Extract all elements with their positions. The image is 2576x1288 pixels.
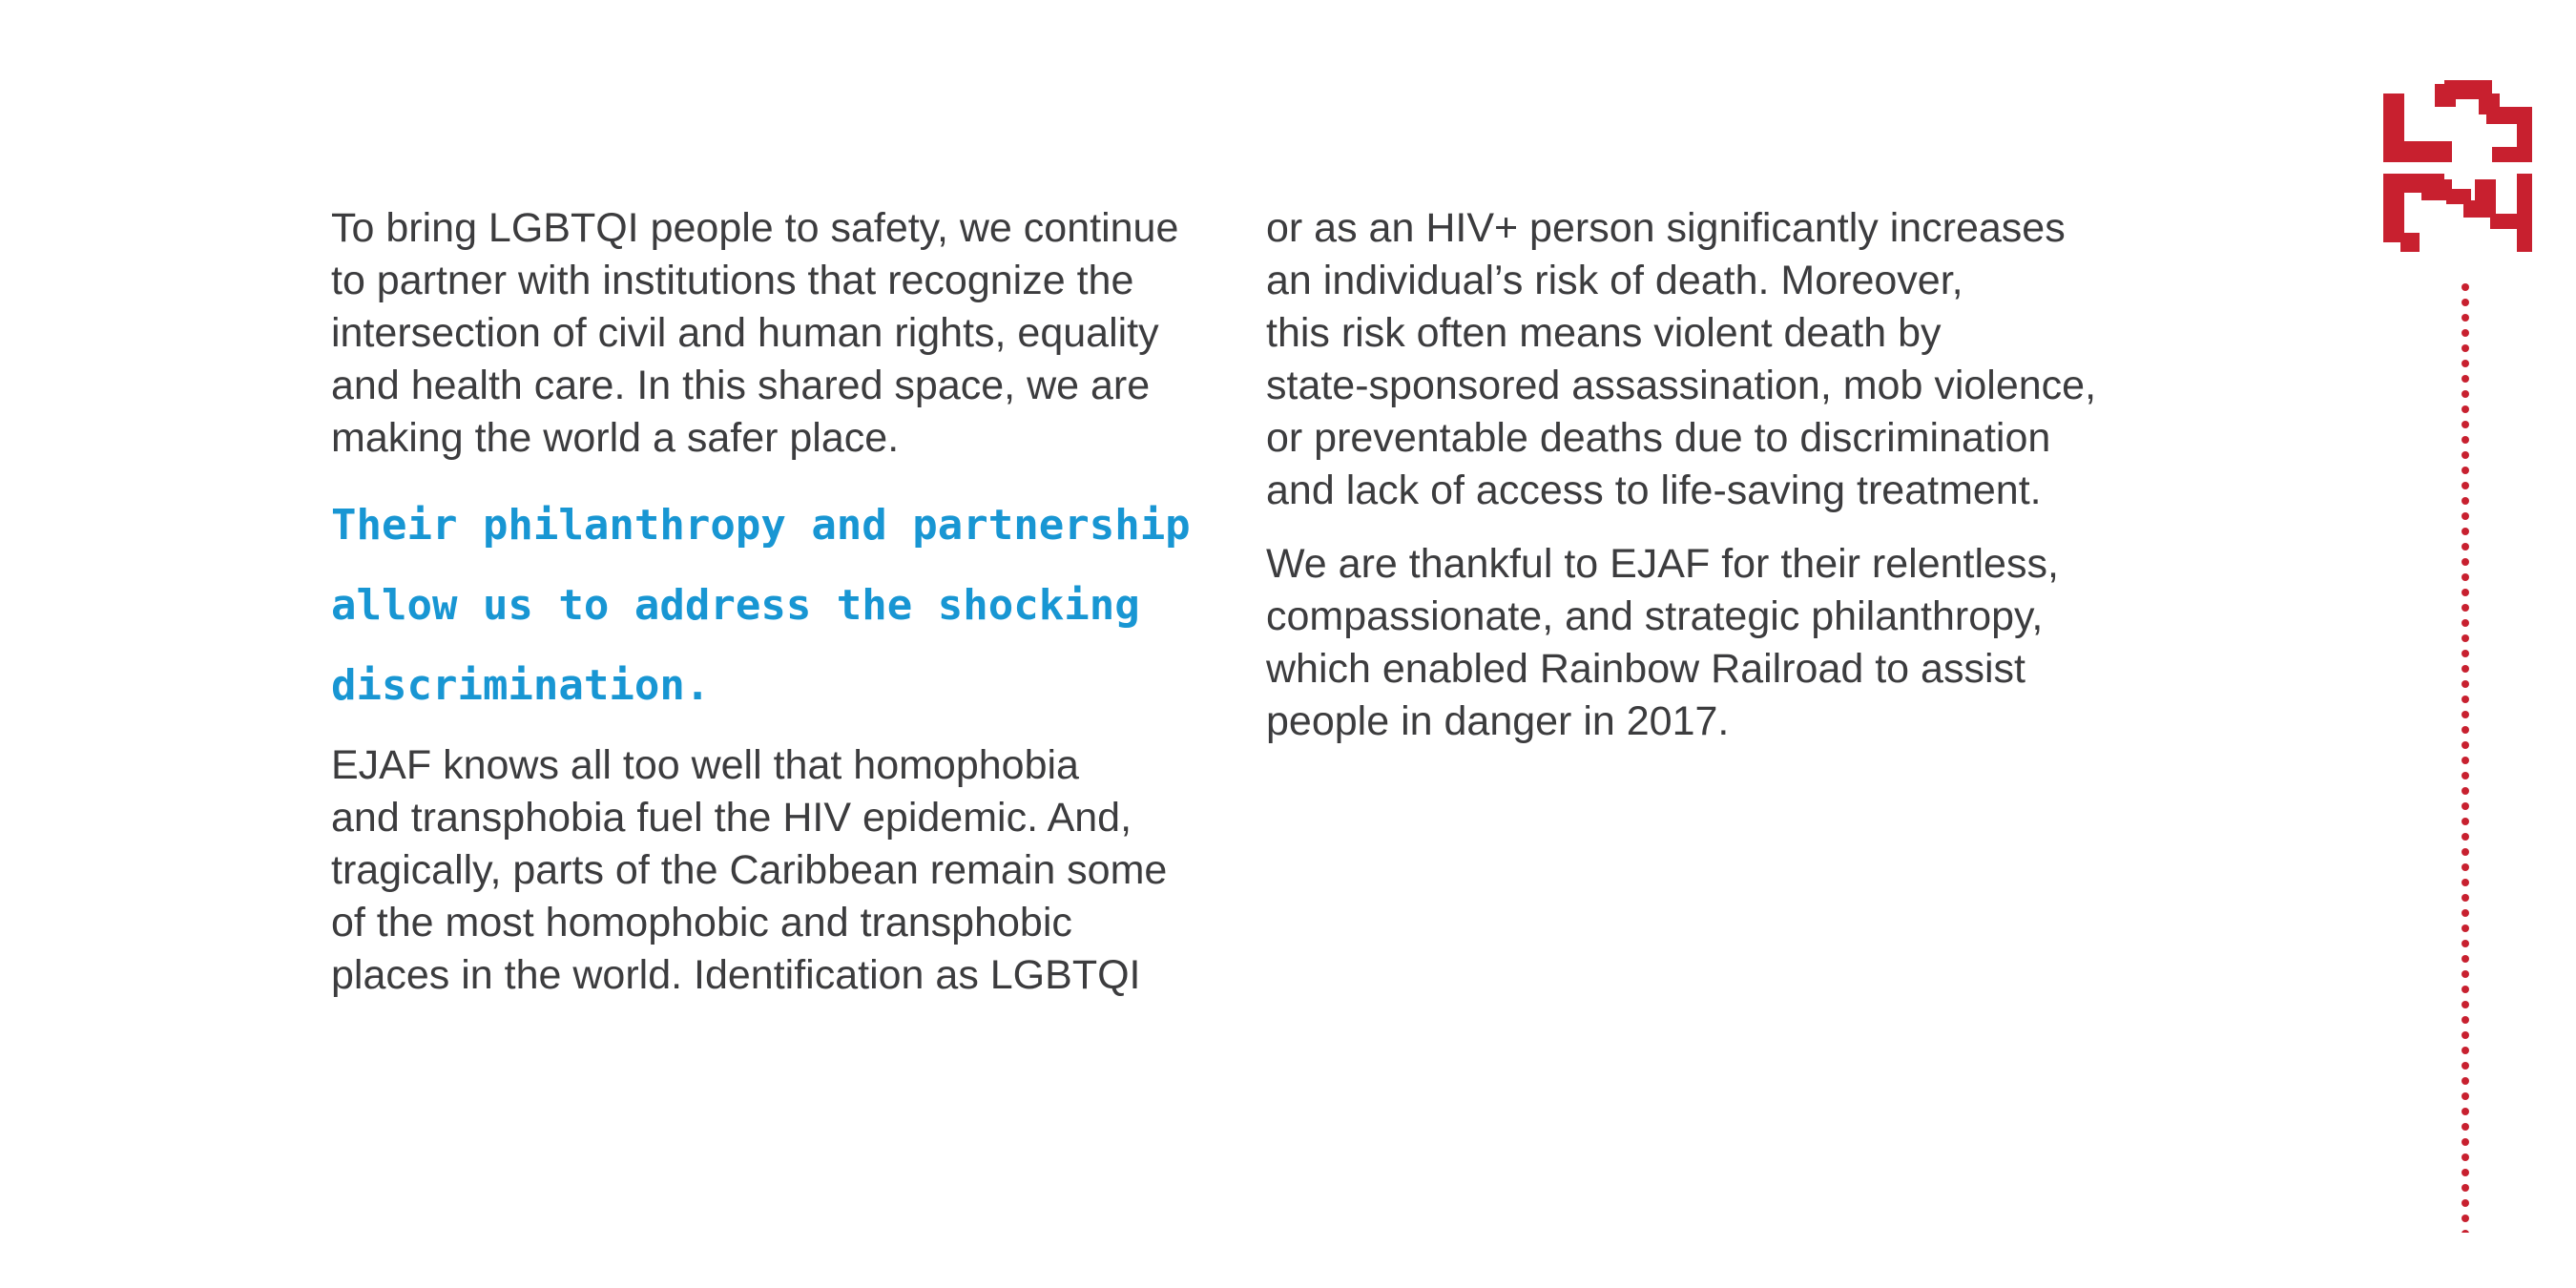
right-column bbox=[1266, 202, 2163, 769]
continuation-paragraph: or as an HIV+ person significantly increases an individual’s risk of death. Moreover, this risk often means violent death by state-sponsored assassination, mob violence, or preventable deaths due to discrimination and lack of access to life-saving treatment. bbox=[1266, 205, 2097, 513]
body-paragraph: EJAF knows all too well that homophobia and transphobia fuel the HIV epidemic. And, tragically, parts of the Caribbean remain some of the most homophobic and transphobic places in the world. Identification as LGBTQI bbox=[331, 742, 1168, 998]
left-column bbox=[331, 202, 1209, 1023]
thanks-paragraph: We are thankful to EJAF for their relentless, compassionate, and strategic philanthropy, which enabled Rainbow Railroad to assist people in danger in 2017. bbox=[1266, 541, 2059, 744]
pull-quote: Their philanthropy and partnership allow us to address the shocking discrimination. bbox=[331, 501, 1191, 710]
pixel-logo-icon bbox=[2383, 80, 2534, 254]
dotted-rule-icon bbox=[2461, 282, 2470, 1233]
intro-paragraph: To bring LGBTQI people to safety, we continue to partner with institutions that recognize the intersection of civil and human rights, equality and health care. In this shared space, we are making the world a safer place. bbox=[331, 205, 1179, 461]
